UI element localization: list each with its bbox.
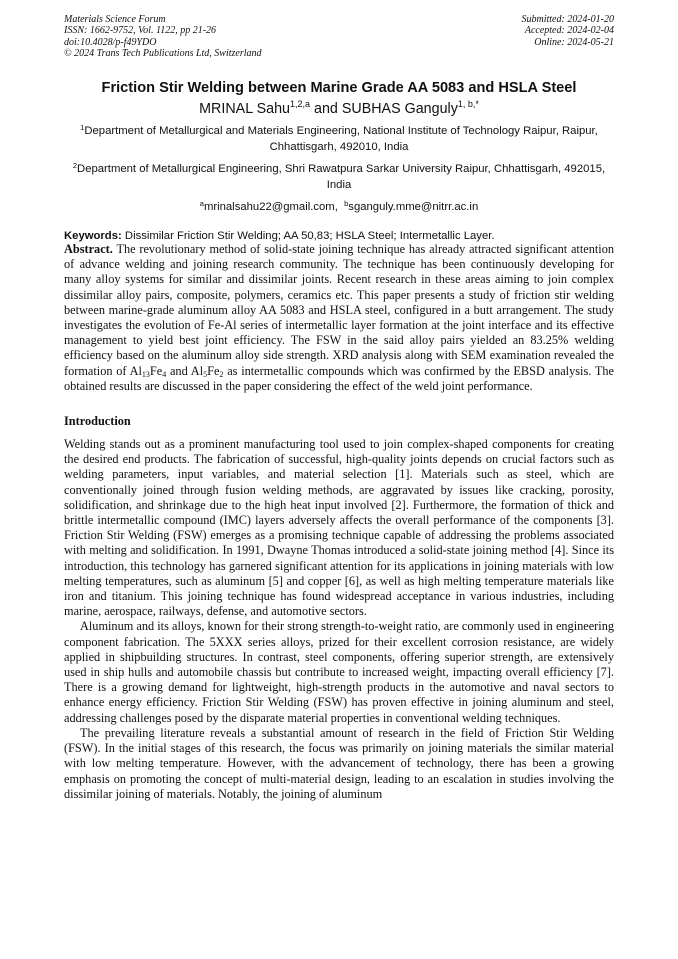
doi: doi:10.4028/p-f49YDO — [64, 36, 157, 48]
author-affiliation-marker: 1,2,a — [289, 99, 311, 109]
subscript: 5 — [203, 369, 208, 379]
keywords-text: Dissimilar Friction Stir Welding; AA 50,83; HSLA Steel; Intermetallic Layer. — [121, 230, 495, 242]
author-joiner: and — [310, 101, 342, 117]
subscript: 4 — [162, 369, 167, 379]
affiliation-text: Department of Metallurgical and Materials Engineering, National Institute of Technology Raipur, Raipur, Chhattisgarh, 492010, India — [84, 125, 598, 153]
abstract-text: as intermetallic compounds which was confirmed by the EBSD analysis. The obtained results are discussed in the paper considering the effect of the weld joint performance. — [64, 363, 614, 393]
intro-paragraph: The prevailing literature reveals a substantial amount of research in the field of Friction Stir Welding (FSW). In the initial stages of this research, the focus was primarily on joining materials the similar material with low melting temperature. However, with the advancement of technology, there has been a growing emphasis on promoting the concept of multi-material design, leading to an escalation in studies involving the dissimilar joining of materials. Notably, the joining of aluminum — [64, 725, 614, 801]
intro-paragraph: Welding stands out as a prominent manufacturing tool used to join complex-shaped components for creating the desired end products. The fabrication of successful, high-quality joints depends on crucial factors such as welding parameters, input variables, and material selection [1]. Materials such as steel, which are conventionally joined through fusion welding methods, are aggravated by issues like cracking, porosity, solidification, and shrinkage due to the high heat input involved [2]. Furthermore, the formation of thick and brittle intermetallic compound (IMC) layers adversely affects the overall performance of the components [3]. Friction Stir Welding (FSW) emerges as a promising technique capable of addressing the problems associated with melting and solidification. In 1991, Dwayne Thomas introduced a solid-state joining method [4]. Since its introduction, this technology has garnered significant attention for its applications in joining materials with low melting temperatures, such as aluminum [5] and copper [6], as well as high melting temperature materials like iron and titanium. This joining technique has found widespread acceptance in various industries, including marine, aerospace, railways, defense, and automotive sectors. — [64, 437, 614, 619]
subscript: 13 — [141, 369, 150, 379]
affiliation-text: Department of Metallurgical Engineering, Shri Rawatpura Sarkar University Raipur, Chhattisgarh, 492015, India — [77, 163, 606, 191]
publication-info — [64, 14, 262, 60]
affiliation-marker: 1 — [80, 123, 85, 132]
section-heading-introduction: Introduction — [64, 414, 131, 429]
submission-dates — [522, 14, 615, 48]
author-name: MRINAL Sahu — [199, 101, 290, 117]
journal-header — [64, 14, 614, 64]
affiliation-marker: 2 — [72, 161, 78, 170]
paper-page — [64, 14, 614, 802]
email-marker: b — [344, 199, 349, 208]
journal-name: Materials Science Forum — [64, 14, 166, 25]
abstract-text: Fe — [149, 363, 163, 378]
paper-title: Friction Stir Welding between Marine Grade AA 5083 and HSLA Steel — [101, 80, 577, 96]
email-address: mrinalsahu22@gmail.com, — [203, 201, 338, 213]
submitted-date: Submitted: 2024-01-20 — [521, 14, 614, 25]
author-emails — [64, 201, 614, 213]
author-name: SUBHAS Ganguly — [341, 101, 458, 117]
email-address: sganguly.mme@nitrr.ac.in — [348, 201, 479, 213]
keywords-label: Keywords: — [64, 230, 122, 242]
email-marker: a — [199, 199, 204, 208]
abstract — [64, 242, 614, 394]
abstract-text: The revolutionary method of solid-state joining technique has already attracted significant attention of advance welding and joining research community. The technique has been continuously developing for many alloy systems for similar and dissimilar joints. Recent research in these areas aiming to join complex dissimilar alloy pairs, composite, polymers, ceramics etc. This paper presents a study of friction stir welding between marine-grade aluminum alloy AA 5083 and HSLA steel, configured in a butt arrangement. The study investigates the evolution of Fe-Al series of intermetallic layer formation at the joint interface and its effective management to yield best joint efficiency. The FSW in the said alloy pairs yielded an 83.25% welding efficiency based on the aluminum alloy side strength. XRD analysis along with SEM examination revealed the formation of Al — [64, 242, 614, 378]
copyright: © 2024 Trans Tech Publications Ltd, Switzerland — [64, 48, 262, 60]
abstract-text: and Al — [166, 363, 204, 378]
accepted-date: Accepted: 2024-02-04 — [524, 25, 614, 37]
abstract-text: Fe — [207, 363, 220, 378]
affiliation-1 — [64, 123, 614, 155]
online-date: Online: 2024-05-21 — [534, 36, 614, 48]
author-affiliation-marker: 1, b,* — [457, 99, 479, 109]
keywords — [64, 230, 614, 242]
intro-paragraph: Aluminum and its alloys, known for their strong strength-to-weight ratio, are commonly used in engineering component fabrication. The 5XXX series alloys, prized for their excellent corrosion resistance, are widely applied in shipbuilding structures. In contrast, steel components, offering superior strength, are extensively used in ship hulls and automobile chassis but contribute to increased weight, impacting overall efficiency [7]. There is a growing demand for lightweight, high-strength products in the automotive and naval sectors to enhance energy efficiency. Friction Stir Welding (FSW) has proven effective in joining aluminum and steel, addressing challenges posed by the disparate material properties in conventional welding techniques. — [64, 619, 614, 725]
affiliation-2 — [64, 161, 614, 193]
issn-volume-pages: ISSN: 1662-9752, Vol. 1122, pp 21-26 — [64, 25, 217, 37]
abstract-label: Abstract. — [64, 242, 113, 256]
author-line — [64, 101, 614, 117]
subscript: 2 — [219, 369, 224, 379]
